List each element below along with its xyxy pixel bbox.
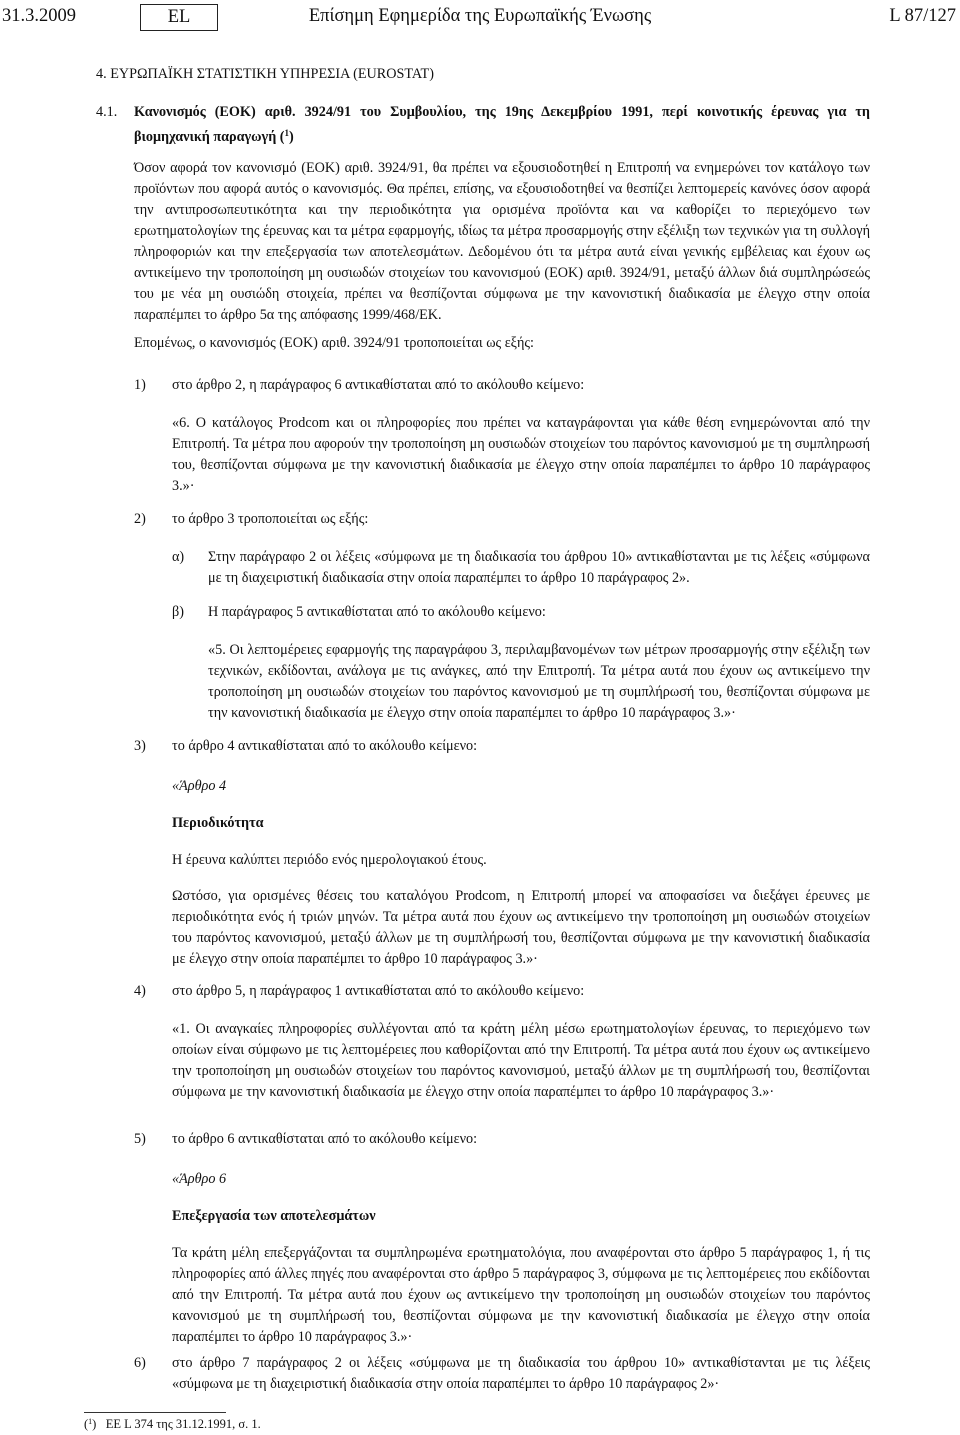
- item-1-text: στο άρθρο 2, η παράγραφος 6 αντικαθίσταται από το ακόλουθο κείμενο:: [172, 377, 585, 393]
- item-4-quote: «1. Οι αναγκαίες πληροφορίες συλλέγονται από τα κράτη μέλη μέσω ερωτηματολογίων έρευνας, το περιεχόμενο των οποίων είναι σύμφωνο με τις λεπτομέρειες που καθορίζονται από την Επιτροπή. Τα μέτρα αυτά που έχουν ως αντικείμενο την τροποποίηση μη ουσιωδών στοιχείων του παρόντος κανονισμού, μεταξύ άλλων με τη συμπλήρωσή του, θεσπίζονται σύμφωνα με την κανονιστική διαδικασία με έλεγχο στην οποία παραπέμπει το άρθρο 10 παράγραφος 3.»·: [172, 1021, 870, 1100]
- footnote-number: 1: [88, 1417, 93, 1426]
- article-6-label: «Άρθρο 6: [172, 1171, 227, 1187]
- article-4-title: Περιοδικότητα: [172, 815, 264, 831]
- article-6-paragraph-1: Τα κράτη μέλη επεξεργάζονται τα συμπληρωμένα ερωτηματολόγια, που αναφέρονται στο άρθρο 5 παράγραφος 1, ή τις πληροφορίες από άλλες πηγές που αναφέρονται στο άρθρο 5 παράγραφος 3, σύμφωνα με τις λεπτομέρειες που εκδίδονται από την Επιτροπή. Τα μέτρα αυτά που έχουν ως αντικείμενο την τροποποίηση μη ουσιωδών στοιχείων του παρόντος κανονισμού με τη συμπλήρωσή του, θεσπίζονται σύμφωνα με την κανονιστική διαδικασία με έλεγχο στην οποία παραπέμπει το άρθρο 10 παράγραφος 3.»·: [172, 1245, 870, 1345]
- article-4-label: «Άρθρο 4: [172, 778, 227, 794]
- footnote-text: EE L 374 της 31.12.1991, σ. 1.: [105, 1417, 261, 1431]
- page-reference: L 87/127: [889, 6, 956, 26]
- item-2b-quote: «5. Οι λεπτομέρειες εφαρμογής της παραγράφου 3, περιλαμβανομένων των μέτρων προσαρμογής στην εξέλιξη των τεχνικών, εκδίδονται, ανάλογα με τις ανάγκες, από την Επιτροπή. Τα μέτρα αυτά που έχουν ως αντικείμενο την τροποποίηση μη ουσιωδών στοιχείων του παρόντος κανονισμού με τη συμπλήρωσή του, θεσπίζονται σύμφωνα με την κανονιστική διαδικασία με έλεγχο στην οποία παραπέμπει το άρθρο 10 παράγραφος 3.»·: [208, 642, 870, 721]
- footnote-open: (: [84, 1417, 89, 1431]
- page-header: [0, 4, 960, 34]
- footnote-ref-open: (: [279, 129, 285, 145]
- journal-title: Επίσημη Εφημερίδα της Ευρωπαϊκής Ένωσης: [308, 6, 652, 26]
- intro-paragraph: Όσον αφορά τον κανονισμό (ΕΟΚ) αριθ. 3924/91, θα πρέπει να εξουσιοδοτηθεί η Επιτροπή να ενημερώνει τον κατάλογο των προϊόντων που αφορά αυτός ο κανονισμός. Θα πρέπει, επίσης, να εξουσιοδοτηθεί να θεσπίζει λεπτομερείς κανόνες όσον αφορά την αντιπροσωπευτικότητα και την περιοδικότητα για ορισμένα προϊόντα και να καθορίζει το περιεχόμενο των ερωτηματολογίων της έρευνας και τα μέτρα εφαρμογής, ιδίως τα μέτρα προσαρμογής στην εξέλιξη των τεχνικών για τη συλλογή πληροφοριών και την επεξεργασία των αποτελεσμάτων. Δεδομένου ότι τα μέτρα αυτά είναι γενικής εμβέλειας και έχουν ως αντικείμενο την τροποποίηση μη ουσιωδών στοιχείων του κανονισμού (ΕΟΚ) αριθ. 3924/91, μεταξύ άλλων διά συμπληρώσεώς του με νέα μη ουσιώδη στοιχεία, πρέπει να θεσπίζονται σύμφωνα με την κανονιστική διαδικασία με έλεγχο στην οποία παραπέμπει το άρθρο 5α της απόφασης 1999/468/ΕΚ.: [134, 160, 870, 323]
- subsection-number: 4.1.: [96, 104, 118, 120]
- article-4-paragraph-1: Η έρευνα καλύπτει περιόδο ενός ημερολογιακού έτους.: [172, 852, 487, 868]
- header-date: 31.3.2009: [2, 6, 76, 26]
- item-5-text: το άρθρο 6 αντικαθίσταται από το ακόλουθο κείμενο:: [172, 1131, 478, 1147]
- footnote-ref-close: ): [289, 129, 294, 145]
- language-code-box: EL: [140, 4, 218, 31]
- item-6-number: 6): [134, 1355, 146, 1371]
- item-4-text: στο άρθρο 5, η παράγραφος 1 αντικαθίσταται από το ακόλουθο κείμενο:: [172, 983, 585, 999]
- item-4-number: 4): [134, 983, 146, 999]
- item-3-text: το άρθρο 4 αντικαθίσταται από το ακόλουθο κείμενο:: [172, 738, 478, 754]
- item-2b-text: Η παράγραφος 5 αντικαθίσταται από το ακόλουθο κείμενο:: [208, 604, 546, 620]
- footnote-close: ): [92, 1417, 97, 1431]
- item-1-number: 1): [134, 377, 146, 393]
- subsection-title: [134, 102, 870, 148]
- item-2-number: 2): [134, 511, 146, 527]
- item-3-number: 3): [134, 738, 146, 754]
- subsection-title-text: Κανονισμός (ΕΟΚ) αριθ. 3924/91 του Συμβουλίου, της 19ης Δεκεμβρίου 1991, περί κοινοτικής έρευνας για τη βιομηχανική παραγωγή: [134, 104, 870, 145]
- item-2b-label: β): [172, 604, 184, 620]
- footnote-ref: [280, 129, 294, 145]
- item-2a-text: Στην παράγραφο 2 οι λέξεις «σύμφωνα με τη διαδικασία του άρθρου 10» αντικαθίστανται με τις λέξεις «σύμφωνα με τη διαχειριστική διαδικασία στην οποία παραπέμπει το άρθρο 10 παράγραφος 2».: [208, 549, 870, 586]
- footnote-ref-number: 1: [284, 128, 290, 138]
- article-6-title: Επεξεργασία των αποτελεσμάτων: [172, 1208, 376, 1224]
- lead-paragraph: Επομένως, ο κανονισμός (ΕΟΚ) αριθ. 3924/91 τροποποιείται ως εξής:: [134, 335, 534, 351]
- footnote-divider: [84, 1412, 226, 1413]
- article-4-paragraph-2: Ωστόσο, για ορισμένες θέσεις του καταλόγου Prodcom, η Επιτροπή μπορεί να αποφασίσει να διεξάγει έρευνες με περιοδικότητα ενός ή τριών μηνών. Τα μέτρα αυτά που έχουν ως αντικείμενο την τροποποίηση μη ουσιωδών στοιχείων του παρόντος κανονισμού, μεταξύ άλλων με τη συμπλήρωσή του, θεσπίζονται σύμφωνα με την κανονιστική διαδικασία με έλεγχο στην οποία παραπέμπει το άρθρο 10 παράγραφος 3.»·: [172, 888, 870, 967]
- footnote: [84, 1417, 261, 1432]
- item-6-text: στο άρθρο 7 παράγραφος 2 οι λέξεις «σύμφωνα με τη διαδικασία του άρθρου 10» αντικαθίστανται με τις λέξεις «σύμφωνα με τη διαχειριστική διαδικασία στην οποία παραπέμπει το άρθρο 10 παράγραφος 2»·: [172, 1355, 870, 1392]
- section-heading: 4. ΕΥΡΩΠΑΪΚΗ ΣΤΑΤΙΣΤΙΚΗ ΥΠΗΡΕΣΙΑ (EUROSTAT): [96, 66, 434, 82]
- item-1-quote: «6. Ο κατάλογος Prodcom και οι πληροφορίες που πρέπει να καταγράφονται για κάθε θέση ενημερώνονται από την Επιτροπή. Τα μέτρα που αφορούν την τροποποίηση μη ουσιωδών στοιχείων του παρόντος κανονισμού με τη συμπληρωσή του, θεσπίζονται σύμφωνα με την κανονιστική διαδικασία με έλεγχο στην οποία παραπέμπει το άρθρο 10 παράγραφος 3.»·: [172, 415, 870, 494]
- item-2a-label: α): [172, 549, 185, 565]
- item-2-text: το άρθρο 3 τροποποιείται ως εξής:: [172, 511, 369, 527]
- item-5-number: 5): [134, 1131, 146, 1147]
